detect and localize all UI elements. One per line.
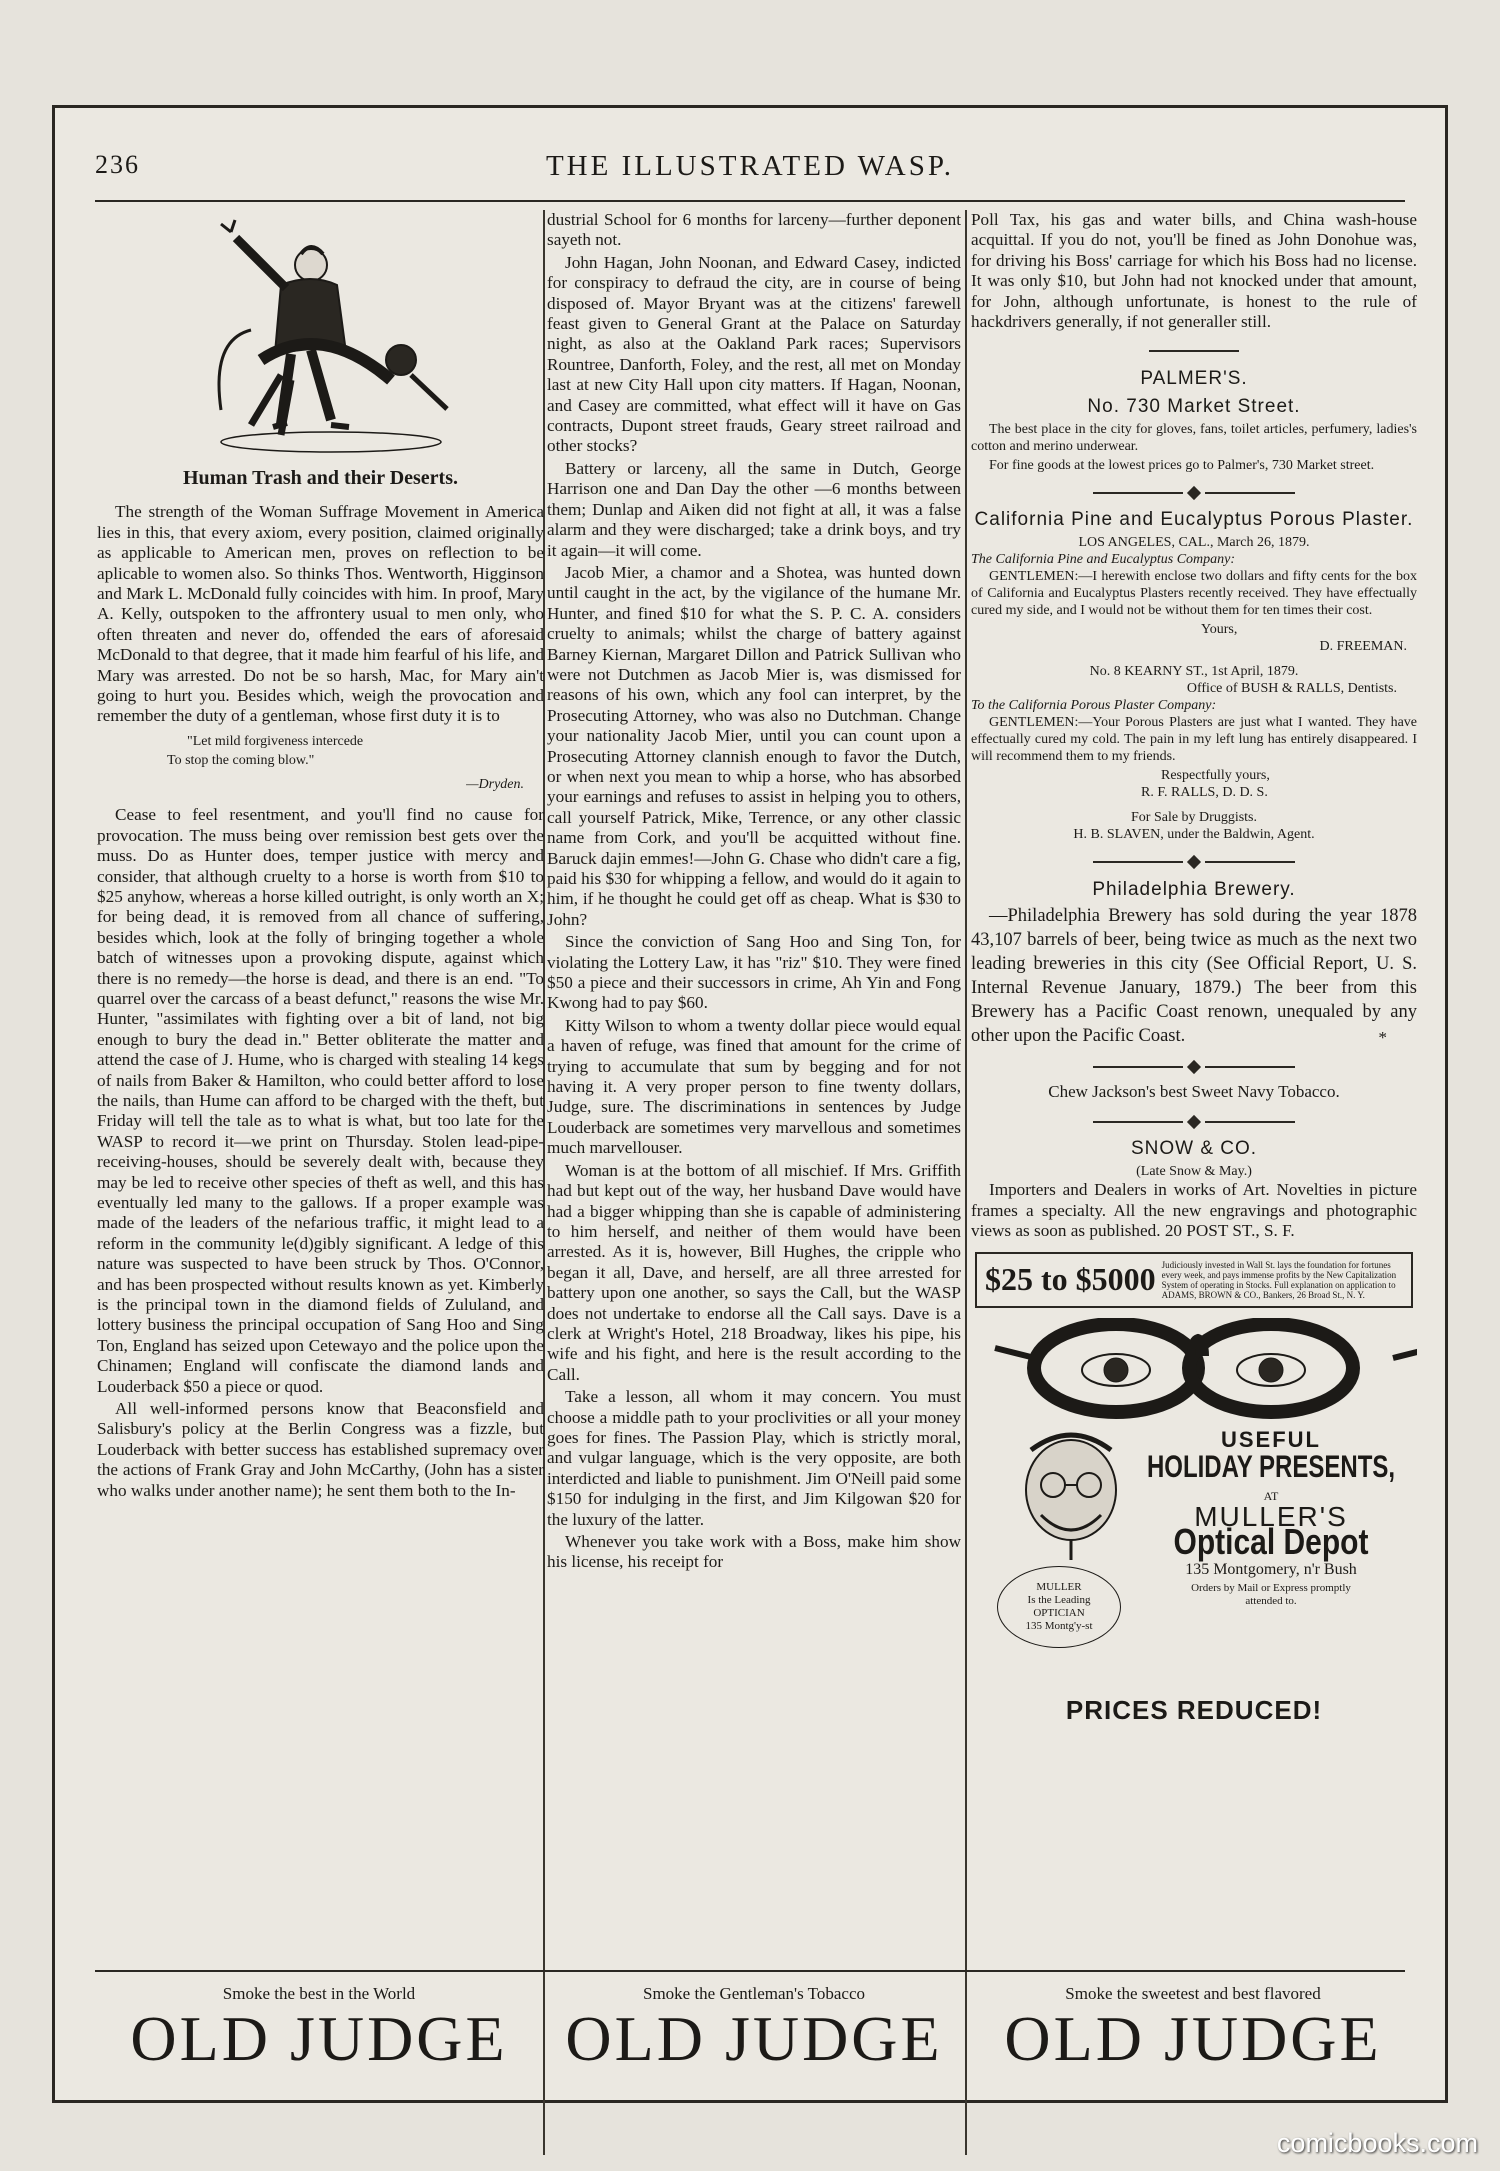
- plaster-addressee: The California Pine and Eucalyptus Company:: [971, 552, 1236, 568]
- footer-tagline: Smoke the sweetest and best flavored: [1065, 1984, 1321, 2003]
- muller-at: AT: [1263, 1489, 1279, 1504]
- plaster-letter: GENTLEMEN:—Your Porous Plasters are just what I wanted. They have effectually cured my cold. The pain in my left lung has entirely disappeared. I will recommend them to my friends.: [971, 715, 1417, 765]
- page-header: [95, 146, 1405, 190]
- column-2: [547, 210, 961, 1970]
- newspaper-page: [52, 105, 1448, 2103]
- separator: [971, 340, 1417, 360]
- article-paragraph: John Hagan, John Noonan, and Edward Casey, indicted for conspiracy to defraud the city, are in course of being disposed of. Mayor Bryant was at the citizens' farewell feast given to General Grant at the Palace on Saturday night, as also at the Oakland Park races; Supervisors Rountree, Danforth, Foley, and the rest, all met on Monday last at new City Hall upon city matters. If Hagan, Noonan, and Casey are committed, what effect will it have on Gas contracts, Dupont street frauds, Geary street railroad and other stocks?: [547, 252, 961, 456]
- plaster-sale: For Sale by Druggists.: [1131, 810, 1257, 826]
- column-3: [971, 210, 1417, 1970]
- column-1: [97, 210, 544, 1970]
- snow-ad-title: SNOW & CO.: [1130, 1138, 1258, 1160]
- badge-line: 135 Montg'y-st: [1025, 1619, 1093, 1632]
- spanking-illustration: [161, 210, 481, 460]
- article-paragraph: The strength of the Woman Suffrage Movement in America lies in this, that every axiom, every position, claimed originally as applicable to American men, proves on reflection to be aplicable to women also. So thinks Thos. Wentworth, Higginson and Mark L. McDonald fully coincides with him. In proof, Mary A. Kelly, outspoken to the affrontery usual to men only, who often threaten and never do, offended the ears of aforesaid McDonald to that degree, that it made him fearful of his life, and Mary was arrested. Do not be so harsh, Mac, for Mary ain't going to hurt you. Besides which, weigh the provocation and remember the duty of a gentleman, whose first duty it is to: [97, 502, 544, 726]
- plaster-dateline: No. 8 KEARNY ST., 1st April, 1879.: [1089, 664, 1299, 680]
- snow-ad-sub: (Late Snow & May.): [1136, 1164, 1252, 1180]
- plaster-closing: Respectfully yours,: [1161, 768, 1270, 784]
- brewery-ad-text: —Philadelphia Brewery has sold during the year 1878 43,107 barrels of beer, being twice as much as the next two leading breweries in this city (See Official Report, U. S. Internal Revenue January, 1879.) The beer from this Brewery has a Pacific Coast renown, unequaled by any other upon the Pacific Coast.: [971, 905, 1417, 1046]
- plaster-agent: H. B. SLAVEN, under the Baldwin, Agent.: [1073, 827, 1315, 843]
- badge-line: MULLER: [1036, 1580, 1082, 1593]
- article-paragraph: Kitty Wilson to whom a twenty dollar piece would equal a haven of refuge, was fined that amount for the crime of trying to accumulate that sum by begging and for not having it. A very proper person to fine twenty dollars, Judge, sure. The discriminations in sentences by Judge Louderback are sometimes very marvellous and sometimes much marvellouser.: [547, 1015, 961, 1158]
- muller-depot: Optical Depot: [1173, 1522, 1369, 1563]
- article-paragraph: All well-informed persons know that Beaconsfield and Salisbury's policy at the Berlin Congress was a fizzle, but Louderback with better success has established supremacy over the actions of Frank Gray and John McCarthy, (John has a sister who walks under another name); he sent them both to the In-: [97, 1399, 544, 1500]
- separator: [971, 1111, 1417, 1131]
- footer-brand: OLD JUDGE: [130, 2003, 508, 2074]
- muller-useful: USEFUL: [1221, 1426, 1321, 1452]
- stocks-ad-text: Judiciously invested in Wall St. lays the foundation for fortunes every week, and pays immense profits by the New Capitalization System of operating in Stocks. Full explanation on application to ADAMS, BROWN & CO., Bankers, 26 Broad St., N. Y.: [1161, 1259, 1397, 1300]
- badge-line: OPTICIAN: [1033, 1606, 1085, 1619]
- article-paragraph: Whenever you take work with a Boss, make him show his license, his receipt for: [547, 1532, 961, 1572]
- article-paragraph: Poll Tax, his gas and water bills, and China wash-house acquittal. If you do not, you'll be fined as John Donohue was, for driving his Boss' carriage for which his Boss had no license. It was only $10, but John had not knocked under that amount, for John, although unfortunate, is honest to the rule of hackdrivers generally, if not generaller still.: [971, 210, 1417, 332]
- quote-line: "Let mild forgiveness intercede: [187, 733, 364, 749]
- optician-badge: [997, 1566, 1121, 1648]
- footer-rule: [95, 1970, 1405, 1972]
- separator: [971, 1056, 1417, 1076]
- muller-name: MULLER'S: [1194, 1500, 1348, 1532]
- separator: [971, 482, 1417, 502]
- footer-brand: OLD JUDGE: [565, 2003, 943, 2074]
- badge-line: Is the Leading: [1027, 1593, 1091, 1606]
- plaster-ad-title: California Pine and Eucalyptus Porous Plaster.: [974, 509, 1414, 531]
- footer-tagline: Smoke the best in the World: [222, 1984, 416, 2003]
- plaster-dateline: LOS ANGELES, CAL., March 26, 1879.: [1078, 535, 1310, 551]
- article-paragraph: Cease to feel resentment, and you'll find no cause for provocation. The muss being over remission best gets over the muss. Do as Hunter does, temper justice with mercy and consider, that although cruelty to a horse is worth from $10 to $25 anyhow, whereas a horse killed outright, is only worth an X; for being dead, it is removed from all chance of suffering, besides which, look at the folly of bringing together a whole batch of witnesses upon a provoking dispute, against which there is no remedy—the horse is dead, and there is an end. "To quarrel over the carcass of a beast defunct," reasons the wise Mr. Hunter, "assimilates with fighting over a bit of land, not big enough to bury the dead in." Better obliterate the matter and attend the case of J. Hume, who is charged with stealing 14 kegs of nails from Baker & Hamilton, who could better afford to lose the nails, than Hume can afford to be charged with the theft, but Friday will tell the tale as to what is what, but too late for the WASP to record it—we print on Thursday. Stolen lead-pipe-receiving-houses, should be severely dealt with, because they may be led to receive other species of theft as well, and this has eventually led many to the gallows. If a proper example was made of the leaders of the nefarious traffic, it might lead to a reform in the community le(d)gibly significant. A ledge of this nature was suspected to have been struck by Thos. O'Connor, and has been prospected without results known as yet. Kimberly is the principal town in the diamond fields of Zululand, and lottery business the principal occupation of Sang Hoo and Sing Ton, England has seized upon Cetewayo and the police upon the Chinamen; England will confiscate the diamond lands and Louderback $50 a piece or quod.: [97, 805, 544, 1396]
- tobacco-ad: Chew Jackson's best Sweet Navy Tobacco.: [1048, 1082, 1340, 1102]
- palmer-ad-text: For fine goods at the lowest prices go to Palmer's, 730 Market street.: [989, 457, 1375, 473]
- quote-citation: —Dryden.: [466, 776, 524, 792]
- plaster-signature: R. F. RALLS, D. D. S.: [1141, 785, 1268, 801]
- article-paragraph: Take a lesson, all whom it may concern. You must choose a middle path to your proclivities or all your money goes for fines. The Passion Play, which is strictly moral, and vulgar language, which is the very opposite, are both interdicted and liable to punishment. Jim O'Neill paid some $150 for indulging in the first, and Jim Kilgowan $20 for the luxury of the latter.: [547, 1387, 961, 1529]
- footer-brand: OLD JUDGE: [1004, 2003, 1382, 2074]
- stocks-ad: [975, 1252, 1413, 1308]
- article-paragraph: Woman is at the bottom of all mischief. If Mrs. Griffith had but kept out of the way, her husband Dave would have had a bigger whipping than she is capable of administering to him herself, and neither of them would have been arrested. As it is, however, Bill Hughes, the cripple who began it all, Dave, and herself, are all three arrested for battery upon one another, so says the Call, but the WASP does not undertake to endorse all the Call says. Dave is a clerk at Wright's Hotel, 218 Broadway, likes his pipe, his wife and his fight, and here is the result according to the Call.: [547, 1160, 961, 1384]
- plaster-addressee: To the California Porous Plaster Company:: [971, 698, 1217, 714]
- palmer-ad-title: PALMER'S.: [1140, 367, 1248, 389]
- article-paragraph: Jacob Mier, a chamor and a Shotea, was hunted down until caught in the act, by the vigilance of the humane Mr. Hunter, and fined $10 for what the S. P. C. A. considers cruelty to animals; whilst the charge of battery against Barney Kiernan, Margaret Dillon and Patrick Sullivan who were not Dutchmen as Jacob Mier is, was dismissed for reasons of his own, which any fool can interpret, by the Prosecuting Attorney, who was also no Dutchman. Change your nationality Jacob Mier, until you can count upon a Prosecuting Attorney clannish enough to favor the Dutch, or when next you mean to whip a horse, who has absorbed your earnings and refuses to assist in helping you to others, call yourself Patrick, Mike, Terrence, or any other classic name from Cork, and you'll be acquitted without fine. Baruck dajin emmes!—John G. Chase who didn't care a fig, paid his $30 for whipping a fellow, and would do it again to him, if he thought he could get off as cheap. What is $30 to John?: [547, 562, 961, 929]
- plaster-closing: Yours,: [1201, 622, 1238, 638]
- footer-tagline: Smoke the Gentleman's Tobacco: [642, 1984, 866, 2003]
- plaster-letter: GENTLEMEN:—I herewith enclose two dollars and fifty cents for the box of California and Eucalyptus Plasters recently received. They have effectually cured my side, and I would not be without them for ten times their cost.: [971, 569, 1417, 619]
- brewery-star: *: [1378, 1027, 1387, 1047]
- muller-optical-ad: [971, 1318, 1417, 1738]
- spectacles-icon: [971, 1318, 1417, 1428]
- muller-orders: Orders by Mail or Express promptly attended to.: [1191, 1581, 1351, 1607]
- masthead: THE ILLUSTRATED WASP.: [545, 150, 955, 182]
- page-number: 236: [95, 150, 140, 179]
- separator: [971, 851, 1417, 871]
- footer-ad-1: [97, 1976, 541, 2074]
- article-paragraph: Battery or larceny, all the same in Dutch, George Harrison one and Dan Day the other —6 months between them; Dunlap and Aiken did not fight at all, it was a false alarm and they were discharged; take a drink boys, and try it again—it will come.: [547, 458, 961, 560]
- footer-ad-2: [547, 1976, 961, 2074]
- article-headline: Human Trash and their Deserts.: [182, 467, 459, 489]
- plaster-signature: D. FREEMAN.: [1319, 639, 1407, 655]
- muller-holiday: HOLIDAY PRESENTS,: [1146, 1449, 1396, 1485]
- watermark: comicbooks.com: [1276, 2128, 1478, 2158]
- muller-address: 135 Montgomery, n'r Bush: [1185, 1560, 1357, 1578]
- article-paragraph: dustrial School for 6 months for larceny—further deponent sayeth not.: [547, 210, 961, 250]
- snow-ad-text: Importers and Dealers in works of Art. Novelties in picture frames a specialty. All the new engravings and photographic views as soon as published. 20 POST ST., S. F.: [971, 1180, 1417, 1241]
- footer-ad-3: [969, 1976, 1417, 2074]
- article-paragraph: Since the conviction of Sang Hoo and Sing Ton, for violating the Lottery Law, it has "riz" $10. They were fined $50 a piece and their successors in crime, Ah Yin and Fong Kwong had to pay $60.: [547, 932, 961, 1013]
- quote-line: To stop the coming blow.": [167, 752, 315, 768]
- palmer-ad-address: No. 730 Market Street.: [1087, 395, 1301, 417]
- palmer-ad-text: The best place in the city for gloves, fans, toilet articles, perfumery, ladies's cotton and merino underwear.: [971, 421, 1417, 454]
- plaster-office: Office of BUSH & RALLS, Dentists.: [1186, 681, 1397, 697]
- stocks-ad-amount: $25 to $5000: [985, 1261, 1156, 1298]
- header-rule: [95, 200, 1405, 202]
- brewery-ad-title: Philadelphia Brewery.: [1092, 878, 1296, 900]
- muller-prices: PRICES REDUCED!: [1065, 1694, 1323, 1725]
- column-divider-2: [965, 210, 967, 2155]
